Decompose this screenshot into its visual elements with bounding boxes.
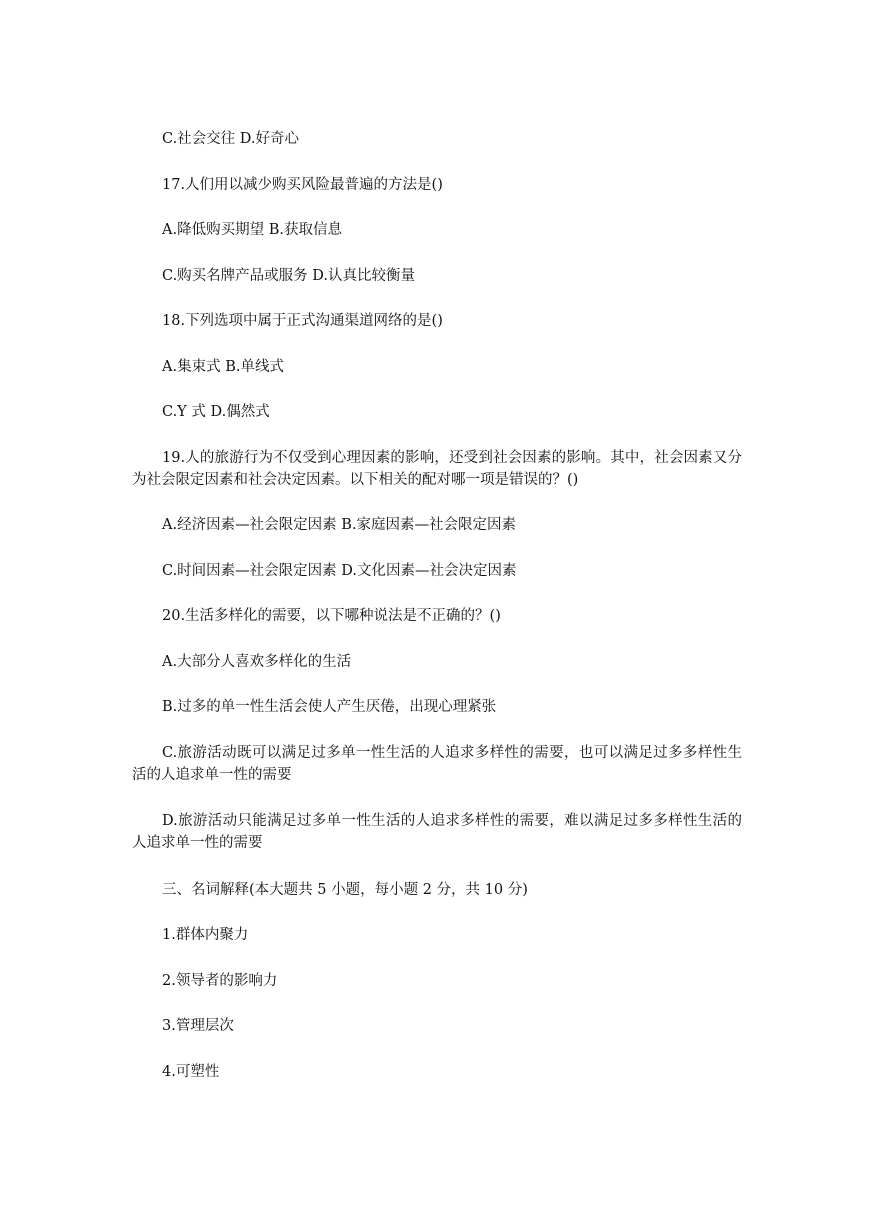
option-line-18-cd: C.Y 式 D.偶然式 xyxy=(162,404,270,420)
term-2: 2.领导者的影响力 xyxy=(162,973,278,989)
question-20: 20.生活多样化的需要，以下哪种说法是不正确的？() xyxy=(162,608,501,624)
option-20-a: A.大部分人喜欢多样化的生活 xyxy=(162,654,352,670)
question-18: 18.下列选项中属于正式沟通渠道网络的是() xyxy=(162,313,443,329)
option-line-19-cd: C.时间因素—社会限定因素 D.文化因素—社会决定因素 xyxy=(162,563,517,579)
option-line-16-cd: C.社会交往 D.好奇心 xyxy=(162,131,300,147)
term-4: 4.可塑性 xyxy=(162,1064,220,1080)
section-heading: 三、名词解释(本大题共 5 小题，每小题 2 分，共 10 分) xyxy=(162,882,528,898)
option-20-d: D.旅游活动只能满足过多单一性生活的人追求多样性的需要，难以满足过多多样性生活的人追求单一性的需要 xyxy=(132,813,742,851)
option-line-17-cd: C.购买名牌产品或服务 D.认真比较衡量 xyxy=(162,268,416,284)
option-line-19-ab: A.经济因素—社会限定因素 B.家庭因素—社会限定因素 xyxy=(162,517,516,533)
option-20-b: B.过多的单一性生活会使人产生厌倦，出现心理紧张 xyxy=(162,699,497,715)
question-19: 19.人的旅游行为不仅受到心理因素的影响，还受到社会因素的影响。其中，社会因素又分为社会限定因素和社会决定因素。以下相关的配对哪一项是错误的？() xyxy=(132,450,742,488)
option-line-17-ab: A.降低购买期望 B.获取信息 xyxy=(162,222,342,238)
term-1: 1.群体内聚力 xyxy=(162,927,249,943)
question-17: 17.人们用以减少购买风险最普遍的方法是() xyxy=(162,177,443,193)
option-line-18-ab: A.集束式 B.单线式 xyxy=(162,359,284,375)
term-3: 3.管理层次 xyxy=(162,1018,234,1034)
option-20-c: C.旅游活动既可以满足过多单一性生活的人追求多样性的需要，也可以满足过多多样性生活的人追求单一性的需要 xyxy=(132,745,742,783)
